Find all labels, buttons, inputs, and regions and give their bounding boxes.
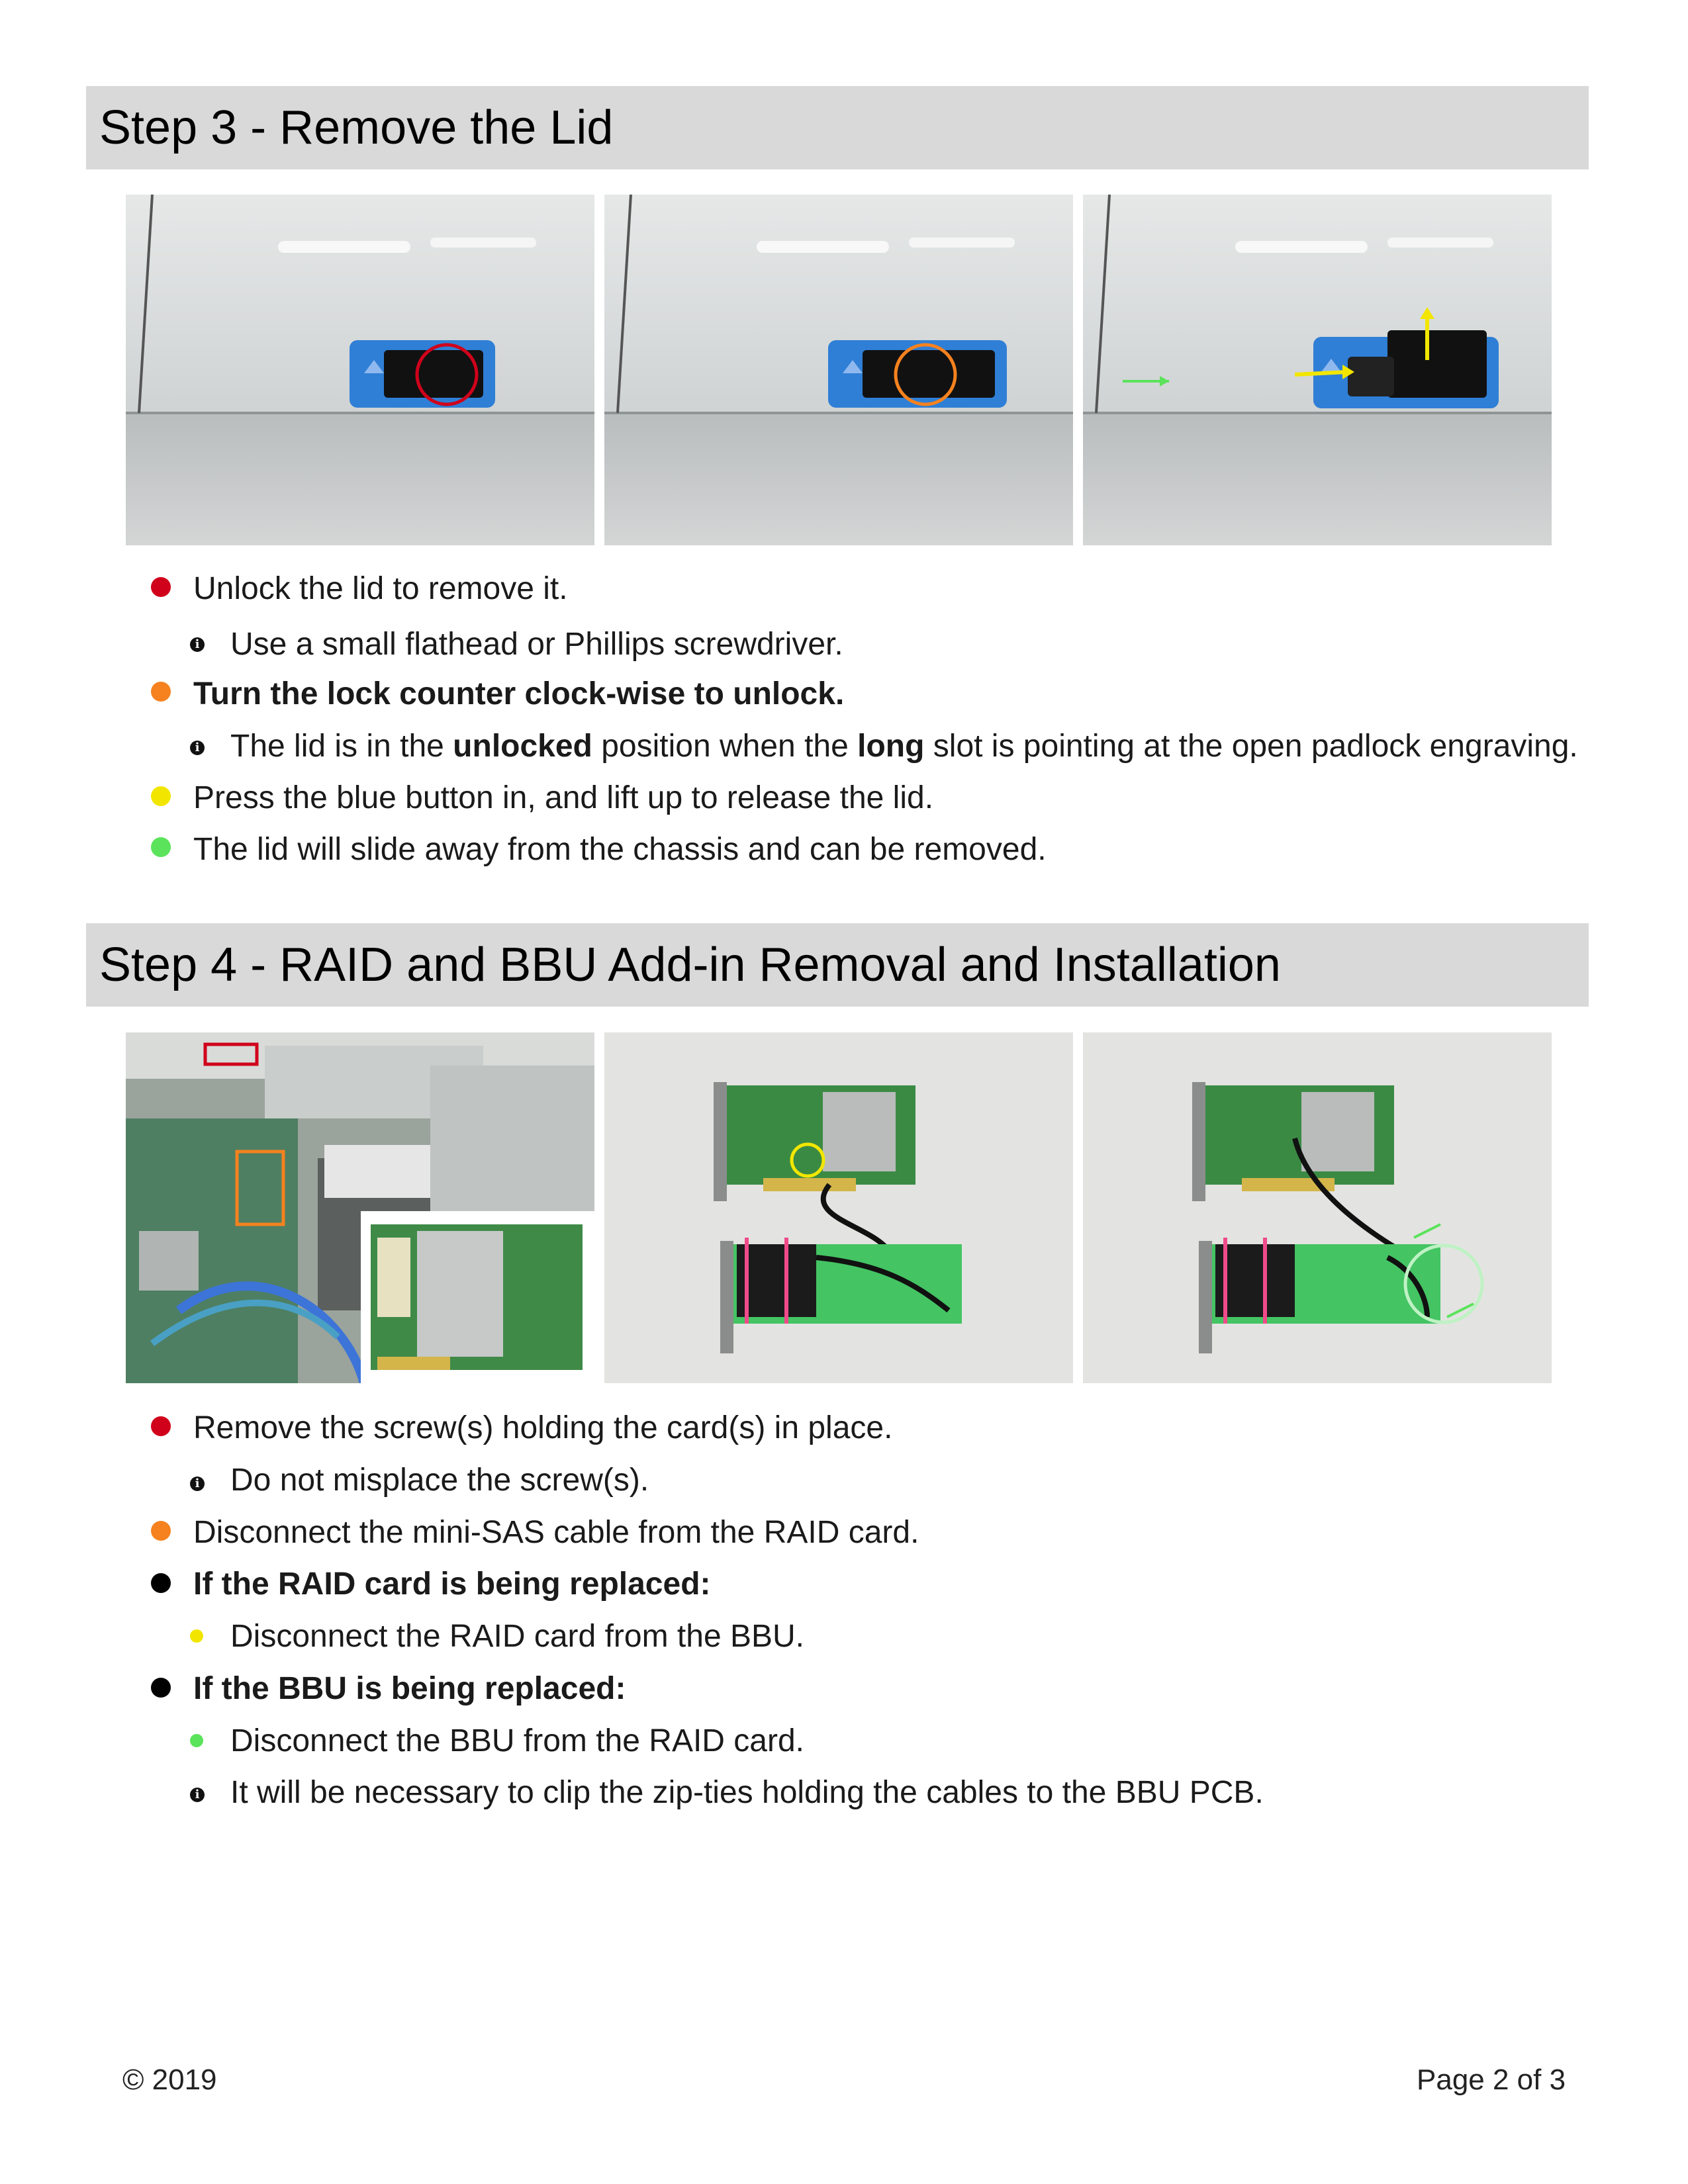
step-4-title: Step 4 - RAID and BBU Add-in Removal and Installation — [99, 938, 1281, 991]
red-bullet — [151, 577, 171, 597]
orange-bullet — [151, 1521, 171, 1541]
list-item: It will be necessary to clip the zip-ties holding the cables to the BBU PCB. — [230, 1775, 1264, 1810]
list-item: Unlock the lid to remove it. — [193, 571, 568, 606]
footer-copyright: © 2019 — [122, 2064, 217, 2096]
list-item: The lid will slide away from the chassis and can be removed. — [193, 832, 1047, 867]
footer-page-number: Page 2 of 3 — [1417, 2064, 1566, 2096]
black-bullet — [151, 1678, 171, 1698]
list-item: Do not misplace the screw(s). — [230, 1463, 649, 1498]
list-item: If the RAID card is being replaced: — [193, 1567, 711, 1602]
yellow-bullet — [190, 1629, 203, 1643]
black-bullet — [151, 1573, 171, 1593]
yellow-bullet — [151, 786, 171, 806]
list-item: The lid is in the unlocked position when the long slot is pointing at the open padlock engraving. — [230, 729, 1578, 764]
list-item: Remove the screw(s) holding the card(s) in place. — [193, 1410, 893, 1445]
orange-bullet — [151, 682, 171, 702]
list-item: Turn the lock counter clock-wise to unlock. — [193, 676, 845, 711]
info-icon: i — [190, 1477, 205, 1491]
info-icon: i — [190, 741, 205, 755]
lid-lock-photo-2 — [604, 195, 1073, 545]
list-item: Disconnect the RAID card from the BBU. — [230, 1619, 804, 1654]
info-icon: i — [190, 637, 205, 652]
green-bullet — [151, 837, 171, 857]
lid-lock-photo-1 — [126, 195, 594, 545]
step-3-header — [86, 86, 1589, 169]
list-item: Press the blue button in, and lift up to release the lid. — [193, 780, 934, 815]
red-bullet — [151, 1416, 171, 1436]
green-bullet — [190, 1734, 203, 1747]
raid-bbu-photo-green — [1083, 1032, 1552, 1383]
step-4-header — [86, 923, 1589, 1007]
lid-release-photo-3 — [1083, 195, 1552, 545]
server-internals-photo — [126, 1032, 594, 1383]
list-item: If the BBU is being replaced: — [193, 1671, 626, 1706]
raid-bbu-photo-yellow — [604, 1032, 1073, 1383]
list-item: Use a small flathead or Phillips screwdriver. — [230, 627, 843, 662]
list-item: Disconnect the BBU from the RAID card. — [230, 1723, 804, 1758]
list-item: Disconnect the mini-SAS cable from the RAID card. — [193, 1515, 919, 1550]
step-3-title: Step 3 - Remove the Lid — [99, 101, 614, 154]
info-icon: i — [190, 1788, 205, 1802]
yellow-arrow-right — [1295, 372, 1348, 375]
